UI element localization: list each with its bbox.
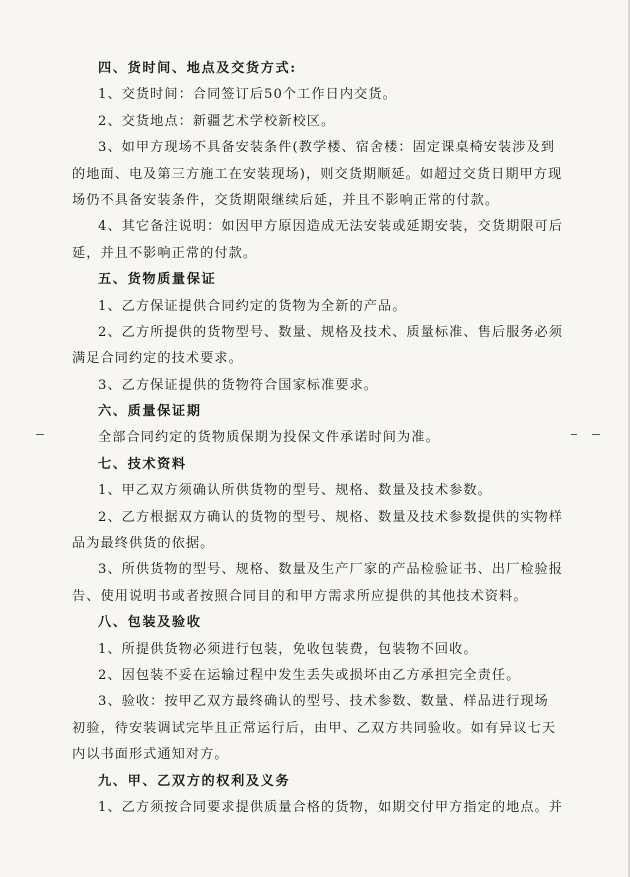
- paragraph-line: 3、乙方保证提供的货物符合国家标准要求。: [98, 377, 378, 393]
- section-heading: 四、货时间、地点及交货方式:: [98, 61, 297, 76]
- paragraph-line: 1、甲乙双方须确认所供货物的型号、规格、数量及技术参数。: [98, 483, 492, 499]
- section-heading: 七、技术资料: [98, 456, 187, 472]
- paragraph-line: 2、交货地点：新疆艺术学校新校区。: [98, 113, 336, 129]
- paragraph-line: 2、乙方根据双方确认的货物的型号、规格、数量及技术参数提供的实物样: [98, 509, 564, 525]
- paragraph-line: 初验，待安装调试完毕且正常运行后，由甲、乙双方共同验收。如有异议七天: [72, 720, 557, 736]
- section-heading: 六、质量保证期: [98, 404, 202, 420]
- paragraph-line: 满足合同约定的技术要求。: [72, 351, 243, 367]
- paragraph-line: 3、如甲方现场不具备安装条件(教学楼、宿舍楼：固定课桌椅安装涉及到: [98, 140, 555, 156]
- paragraph-line: 全部合同约定的货物质保期为投保文件承诺时间为准。: [98, 430, 440, 446]
- paragraph-line: 1、所提供货物必须进行包装，免收包装费，包装物不回收。: [98, 641, 478, 657]
- right-margin-mark: [571, 434, 577, 435]
- paragraph-line: 4、其它备注说明：如因甲方原因造成无法安装或延期安装，交货期限可后: [98, 219, 564, 235]
- paragraph-line: 3、验收：按甲乙双方最终确认的型号、技术参数、数量、样品进行现场: [98, 694, 549, 710]
- left-margin-mark: [36, 434, 44, 435]
- paragraph-line: 品为最终供货的依据。: [72, 536, 215, 552]
- paragraph-line: 延，并且不影响正常的付款。: [72, 245, 258, 261]
- paragraph-line: 2、因包装不妥在运输过程中发生丢失或损坏由乙方承担完全责任。: [98, 667, 521, 683]
- paragraph-line: 内以书面形式通知对方。: [72, 747, 229, 763]
- paragraph-line: 场仍不具备安装条件，交货期限继续后延，并且不影响正常的付款。: [72, 192, 500, 208]
- document-body: [72, 56, 577, 821]
- paragraph-line: 2、乙方所提供的货物型号、数量、规格及技术、质量标准、售后服务必须: [98, 324, 564, 340]
- paragraph-line: 1、乙方保证提供合同约定的货物为全新的产品。: [98, 298, 407, 314]
- right-margin-mark-2: [592, 434, 600, 435]
- paragraph-line: 1、乙方须按合同要求提供质量合格的货物，如期交付甲方指定的地点。并: [98, 799, 564, 815]
- section-heading: 九、甲、乙双方的权利及义务: [98, 773, 291, 789]
- paragraph-line: 的地面、电及第三方施工在安装现场)，则交货期顺延。如超过交货日期甲方现: [72, 166, 563, 182]
- paragraph-line: 告、使用说明书或者按照合同目的和甲方需求所应提供的其他技术资料。: [72, 588, 528, 604]
- section-heading: 八、包装及验收: [98, 615, 202, 631]
- section-heading: 五、货物质量保证: [98, 272, 217, 288]
- paragraph-line: 3、所供货物的型号、规格、数量及生产厂家的产品检验证书、出厂检验报: [98, 562, 564, 578]
- paragraph-line: 1、交货时间：合同签订后50个工作日内交货。: [98, 87, 397, 103]
